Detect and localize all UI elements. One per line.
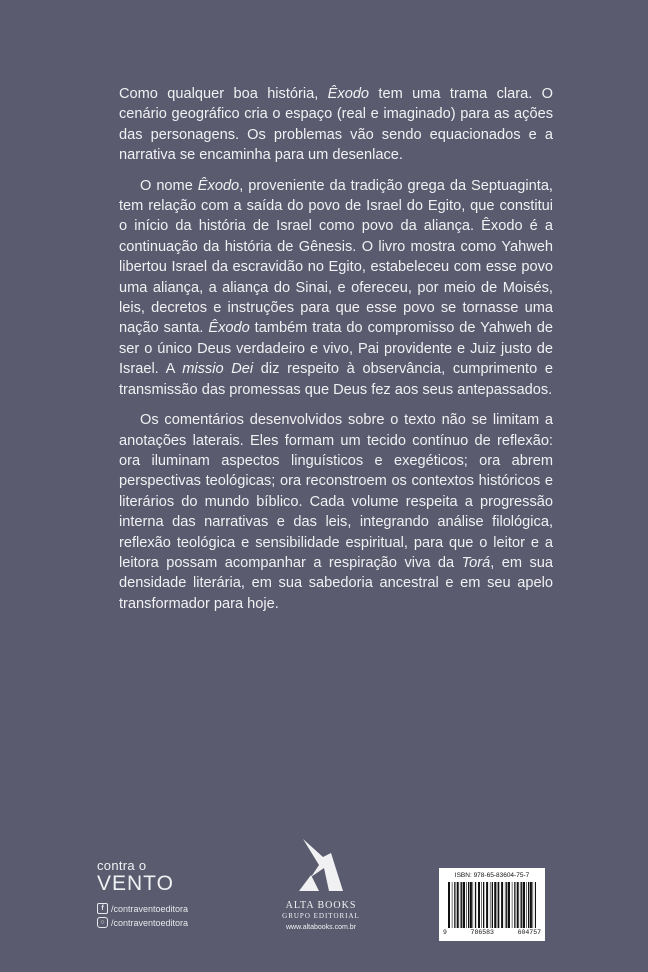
barcode-bar [501,882,503,928]
barcode-bar [457,882,459,928]
barcode-bar [486,882,488,928]
text-run: tem uma trama clara. O cenário geográfico cria o espaço (real e imaginado) para as ações das personagens. Os problemas vão sendo equacionados e a narrativa se encaminha para um desenlace. [119,86,553,164]
facebook-handle [97,903,188,914]
contra-o-vento-logo [97,858,207,898]
barcode-bar [468,882,469,928]
barcode-bar [530,882,532,928]
text-run: , em sua densidade literária, em sua sabedoria ancestral e em seu apelo transformador para hoje. [119,554,554,612]
facebook-icon: f [97,903,108,914]
facebook-text: /contraventoeditora [111,903,189,914]
isbn-text: ISBN: 978-65-83604-75-7 [454,872,530,879]
barcode-bar [508,882,510,928]
barcode-bar [535,882,536,928]
barcode-bar [483,882,484,928]
italic-term: Êxodo [197,177,240,194]
publisher-url: www.altabooks.com.br [285,924,357,931]
barcode-bar [512,882,513,928]
italic-term: missio Dei [182,361,254,378]
publisher-subtitle: GRUPO EDITORIAL [282,912,360,920]
barcode-bar [461,882,462,928]
italic-term: Êxodo [327,86,370,102]
text-run: , proveniente da tradição grega da Septuaginta, tem relação com a saída do povo de Israel do Egito, que constitui o início da história de Israel como povo da aliança. Êxodo é a continuação da história de Gênesis. O livro mostra como Yahweh libertou Israel da escravidão no Egito, estabeleceu com esse povo uma aliança, a aliança do Sinai, e ofereceu, por meio de Moisés, leis, decretos e instruções para que esse povo se tornasse uma nação santa. [119,177,553,337]
instagram-icon: ○ [97,917,108,928]
barcode-bar [506,882,507,928]
isbn-barcode [439,868,545,941]
barcode-bar [526,882,527,928]
text-run: Os comentários desenvolvidos sobre o texto não se limitam a anotações laterais. Eles formam um tecido contínuo de reflexão: ora iluminam aspectos linguísticos e exegéticos; ora abrem perspectivas teológicas; ora reconstroem os contextos históricos e literários do mundo bíblico. Cada volume respeita a progressão interna das narrativas e das leis, integrando análise filológica, reflexão teológica e sensibilidade espiritual, para que o leitor e a leitora possam acompanhar a respiração viva da [119,412,553,571]
text-run: também trata do compromisso de Yahweh de ser o único Deus verdadeiro e vivo, Pai providente e Juiz justo de Israel. A [119,320,553,378]
barcode-bar [520,882,521,928]
alta-books-logo [270,835,372,931]
barcode-bar [492,882,493,928]
barcode-bar [528,882,529,928]
text-run: O nome [140,177,198,194]
barcode-digit-lead: 9 [443,929,447,936]
barcode-bars [448,882,536,928]
barcode-bar [490,882,491,928]
barcode-bar [466,882,467,928]
barcode-bar [533,882,534,928]
barcode-digits [443,929,541,936]
barcode-bar [454,882,455,928]
italic-term: Êxodo [208,320,250,337]
instagram-text: /contraventoeditora [111,917,189,928]
paragraph-3 [119,410,553,614]
barcode-bar [460,882,461,928]
barcode-bar [473,882,474,928]
paragraph-2 [119,176,553,400]
text-run: Como qualquer boa história, [119,86,328,102]
barcode-bar [475,882,476,928]
barcode-bar [463,882,465,928]
barcode-bar [523,882,525,928]
barcode-bar [521,882,522,928]
barcode-bar [497,882,498,928]
barcode-bar [494,882,496,928]
logo-line-1: contra o [97,858,147,873]
barcode-bar [452,882,453,928]
barcode-bar [470,882,472,928]
barcode-bar [478,882,480,928]
barcode-bar [517,882,519,928]
barcode-digit-left: 786583 [470,929,494,936]
paragraph-1 [119,84,553,166]
text-run: diz respeito à observância, cumprimento e transmissão das promessas que Deus fez aos seus antepassados. [119,361,553,398]
barcode-bar [505,882,506,928]
barcode-bar [498,882,499,928]
barcode-bar [481,882,482,928]
barcode-digit-right: 604757 [517,929,541,936]
barcode-bar [514,882,515,928]
publisher-name: ALTA BOOKS [285,900,357,911]
logo-line-2: VENTO [97,872,174,895]
alta-books-emblem-icon [293,835,349,893]
instagram-handle [97,917,188,928]
barcode-bar [448,882,450,928]
italic-term: Torá [461,554,491,571]
back-cover-text [119,84,553,624]
